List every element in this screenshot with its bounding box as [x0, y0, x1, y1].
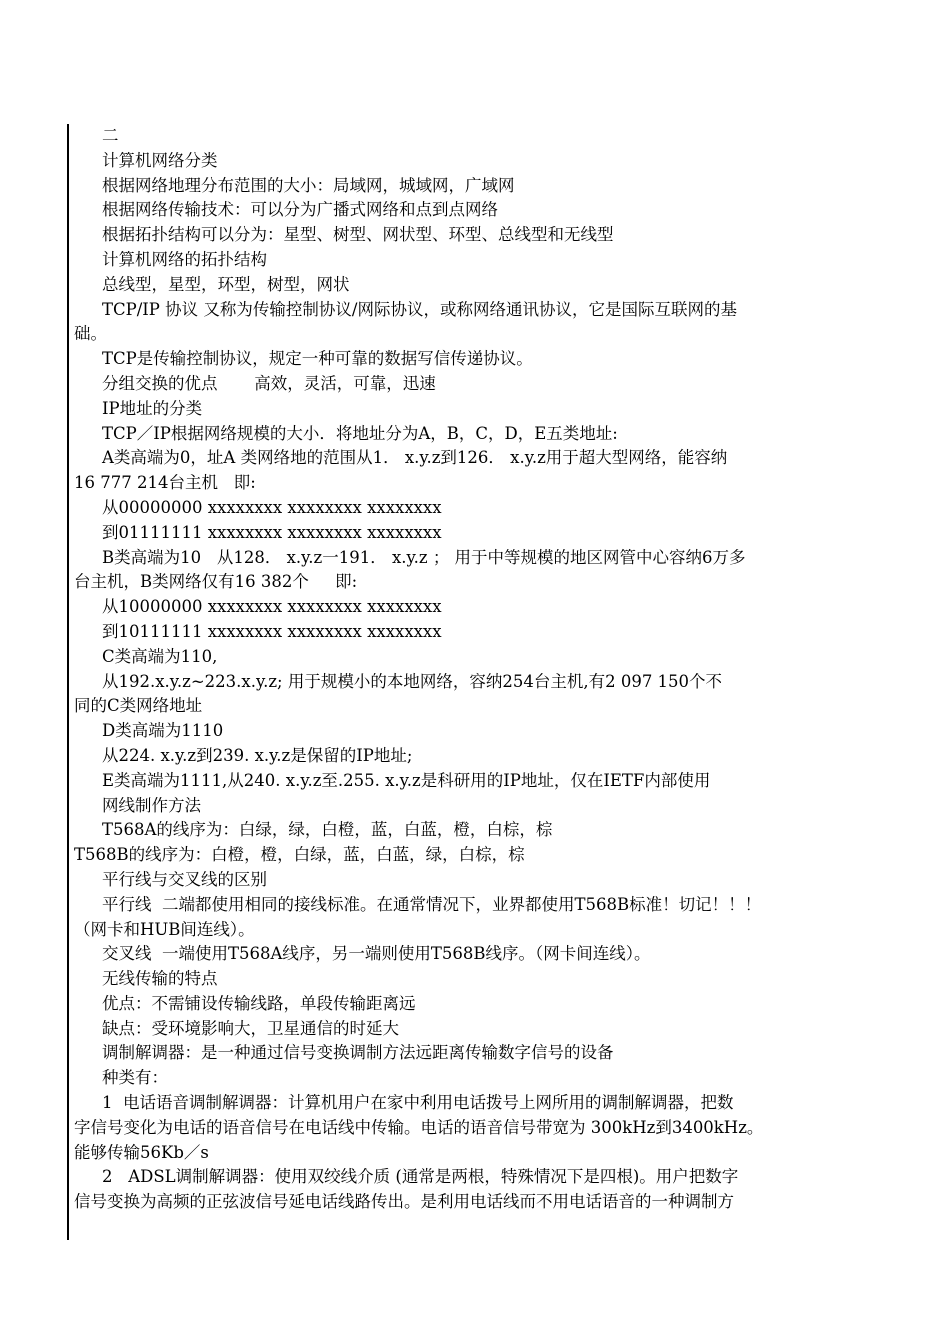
text-line: 根据网络地理分布范围的大小：局域网，城域网，广域网	[102, 175, 515, 195]
text-line: 平行线 二端都使用相同的接线标准。在通常情况下，业界都使用T568B标准！切记！！！	[102, 894, 762, 914]
text-line: 无线传输的特点	[102, 969, 218, 989]
left-margin-rule	[67, 124, 69, 1240]
text-line: 总线型，星型，环型，树型，网状	[102, 274, 350, 294]
text-line: 网线制作方法	[102, 795, 201, 815]
text-line: A类高端为0，址A 类网络地的范围从1． x.y.z到126． x.y.z用于超大型网络，能容纳	[102, 448, 728, 468]
text-line: B类高端为10 从128． x.y.z一191． x.y.z ； 用于中等规模的地区网管中心容纳6万多	[102, 547, 746, 567]
document-body	[74, 124, 854, 1215]
text-line: TCP／IP根据网络规模的大小．将地址分为A，B，C，D，E五类地址:	[102, 423, 618, 443]
text-line: 缺点：受环境影响大，卫星通信的时延大	[102, 1018, 399, 1038]
text-line: 台主机，B类网络仅有16 382个 即:	[74, 572, 358, 592]
text-line: 字信号变化为电话的语音信号在电话线中传输。电话的语音信号带宽为 300kHz到3400kHz。	[74, 1117, 764, 1137]
text-line: 信号变换为高频的正弦波信号延电话线路传出。是利用电话线而不用电话语音的一种调制方	[74, 1192, 734, 1212]
text-line: 到10111111 xxxxxxxx xxxxxxxx xxxxxxxx	[102, 621, 442, 641]
text-line: 从10000000 xxxxxxxx xxxxxxxx xxxxxxxx	[102, 597, 442, 617]
text-line: （网卡和HUB间连线）。	[74, 919, 255, 939]
text-line: 调制解调器：是一种通过信号变换调制方法远距离传输数字信号的设备	[102, 1043, 614, 1063]
text-line: 从00000000 xxxxxxxx xxxxxxxx xxxxxxxx	[102, 497, 442, 517]
text-line: 种类有：	[102, 1068, 168, 1088]
text-line: 根据网络传输技术：可以分为广播式网络和点到点网络	[102, 200, 498, 220]
text-line: 计算机网络分类	[102, 150, 218, 170]
text-line: 根据拓扑结构可以分为：星型、树型、网状型、环型、总线型和无线型	[102, 225, 614, 245]
text-line: E类高端为1111,从240. x.y.z至.255. x.y.z是科研用的IP地址，仅在IETF内部使用	[102, 770, 711, 790]
text-line: 交叉线 一端使用T568A线序，另一端则使用T568B线序。（网卡间连线）。	[102, 944, 651, 964]
text-line: 2 ADSL调制解调器：使用双绞线介质 (通常是两根，特殊情况下是四根)。用户把数字	[102, 1167, 739, 1187]
text-line: 能够传输56Kb／s	[74, 1142, 209, 1162]
text-line: 二	[102, 126, 119, 145]
text-line: 优点：不需铺设传输线路，单段传输距离远	[102, 993, 416, 1013]
text-line: D类高端为1110	[102, 721, 224, 741]
text-line: C类高端为110,	[102, 646, 218, 666]
text-line: 到01111111 xxxxxxxx xxxxxxxx xxxxxxxx	[102, 522, 442, 542]
text-line: 础。	[74, 324, 107, 344]
text-line: 1 电话语音调制解调器：计算机用户在家中利用电话拨号上网所用的调制解调器，把数	[102, 1093, 734, 1113]
text-line: 从192.x.y.z~223.x.y.z; 用于规模小的本地网络，容纳254台主机,有2 097 150个不	[102, 671, 723, 691]
text-line: 16 777 214台主机 即:	[74, 473, 256, 493]
text-line: T568B的线序为：白橙，橙，白绿，蓝，白蓝，绿，白棕，棕	[74, 845, 525, 865]
text-line: 计算机网络的拓扑结构	[102, 249, 267, 269]
text-line: TCP/IP 协议 又称为传输控制协议/网际协议，或称网络通讯协议，它是国际互联网的基	[102, 299, 737, 319]
text-line: 同的C类网络地址	[74, 696, 203, 716]
text-line: TCP是传输控制协议，规定一种可靠的数据写信传递协议。	[102, 349, 533, 369]
text-line: 平行线与交叉线的区别	[102, 869, 267, 889]
text-line: 分组交换的优点 高效，灵活，可靠，迅速	[102, 373, 436, 393]
text-line: T568A的线序为：白绿，绿，白橙，蓝，白蓝，橙，白棕，棕	[102, 820, 553, 840]
text-line: 从224. x.y.z到239. x.y.z是保留的IP地址;	[102, 745, 413, 765]
text-line: IP地址的分类	[102, 398, 203, 418]
